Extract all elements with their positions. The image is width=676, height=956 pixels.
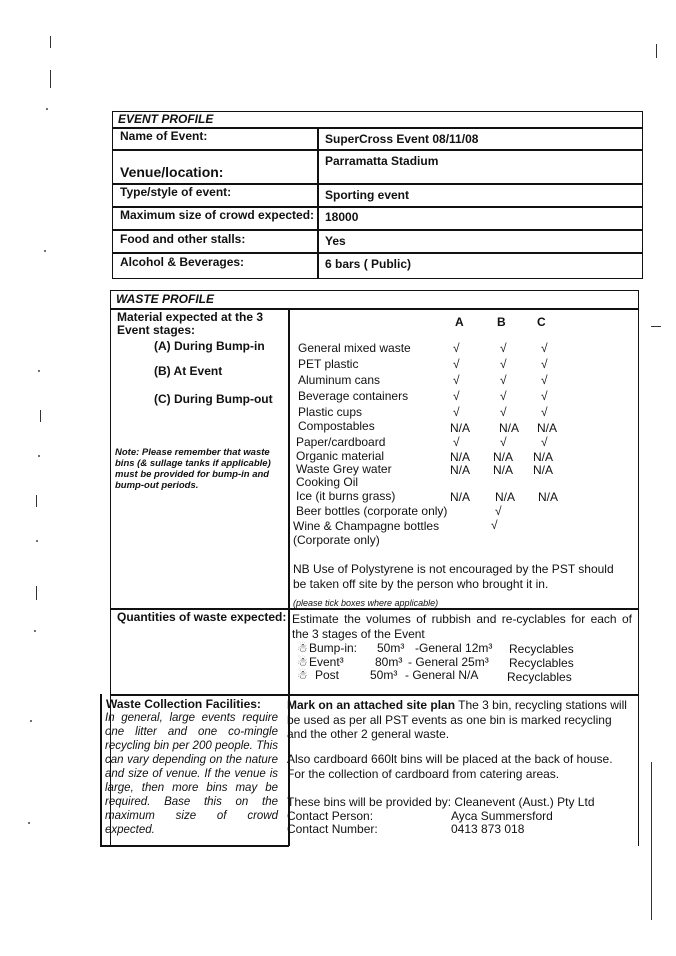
material-tick-b: √ (500, 405, 507, 419)
column-header-b: B (497, 315, 506, 329)
material-tick-b: N/A (499, 421, 520, 435)
scan-mark (44, 250, 46, 252)
material-name: Paper/cardboard (296, 435, 386, 449)
material-tick-b: √ (500, 389, 507, 403)
row-divider (112, 149, 643, 151)
stage-bump-out: (C) During Bump-out (154, 392, 273, 406)
venue-value: Parramatta Stadium (325, 154, 439, 168)
material-tick-c: √ (541, 341, 548, 355)
scan-mark (38, 370, 40, 372)
scan-mark (651, 762, 652, 920)
contact-number-value: 0413 873 018 (451, 822, 525, 836)
material-tick-a: √ (453, 341, 460, 355)
material-tick-b: √ (500, 357, 507, 371)
material-tick-b: √ (500, 373, 507, 387)
row-divider (112, 252, 643, 254)
site-plan-text (287, 698, 632, 742)
material-tick-b: √ (500, 435, 507, 449)
stage-bump-in: (A) During Bump-in (154, 339, 265, 353)
material-name: Organic material (296, 449, 385, 463)
scan-mark (50, 36, 51, 48)
scan-mark (50, 70, 51, 88)
material-tick-c: √ (541, 435, 548, 449)
cardboard-text: Also cardboard 660lt bins will be placed at the back of house. For the collection of cardboard from catering areas. (287, 752, 613, 781)
collection-guidance: In general, large events require one litter and one co-mingle recycling bin per 200 people. This can vary depending on the nature and size of venue. If the venue is large, then more bins may be required. Base this on the maximum size of crowd expected. (105, 712, 278, 836)
column-divider (317, 127, 319, 279)
quantity-general: -General 12m³ (415, 641, 493, 655)
quantities-label: Quantities of waste expected: (117, 610, 287, 624)
material-tick-b: N/A (495, 490, 516, 504)
material-tick-a: N/A (450, 490, 471, 504)
quantity-bullet: ☃ (297, 668, 308, 682)
quantity-total: 80m³ (375, 655, 403, 669)
contact-person-value: Ayca Summersford (451, 809, 553, 823)
quantity-stage: Event³ (309, 655, 344, 669)
material-tick-c: √ (541, 373, 548, 387)
quantity-general: - General N/A (405, 668, 479, 682)
material-name: Waste Grey water (296, 462, 392, 476)
material-tick-a: √ (453, 389, 460, 403)
material-tick-a: N/A (450, 450, 471, 464)
event-profile-heading: EVENT PROFILE (118, 112, 214, 126)
material-tick-b: N/A (493, 450, 514, 464)
alcohol-label: Alcohol & Beverages: (120, 255, 245, 269)
material-name: Cooking Oil (296, 475, 359, 489)
crowd-size-value: 18000 (325, 210, 359, 224)
column-header-c: C (537, 315, 546, 329)
scan-mark (30, 720, 32, 722)
row-divider (112, 229, 643, 231)
scan-mark (36, 495, 37, 507)
scan-mark (651, 326, 661, 327)
material-tick-c: √ (541, 389, 548, 403)
quantity-stage: Post (315, 668, 340, 682)
food-stalls-value: Yes (325, 234, 346, 248)
material-tick-a: √ (453, 405, 460, 419)
material-tick-c: √ (541, 357, 548, 371)
contact-number-label: Contact Number: (287, 822, 378, 836)
tick-note: (please tick boxes where applicable) (293, 598, 439, 608)
scan-mark (38, 455, 40, 457)
bottom-rule (100, 845, 289, 847)
quantity-recyclables: Recyclables (509, 642, 574, 656)
scan-mark (36, 586, 37, 600)
material-name: Beverage containers (298, 389, 409, 403)
collection-label: Waste Collection Facilities: (106, 697, 261, 711)
quantity-total: 50m³ (377, 641, 405, 655)
polystyrene-note: NB Use of Polystyrene is not encouraged by the PST should be taken off site by the person who brought it in. (293, 562, 614, 591)
site-plan-lead: Mark on an attached site plan (287, 698, 456, 712)
material-tick-a: √ (453, 373, 460, 387)
waste-bins-note: Note: Please remember that waste bins (& sullage tanks if applicable) must be provided for bump-in and bump-out periods. (115, 447, 271, 491)
material-tick-b: √ (495, 504, 502, 518)
scan-mark (28, 822, 30, 824)
material-name: Aluminum cans (298, 373, 381, 387)
event-type-value: Sporting event (325, 188, 410, 202)
contact-person-label: Contact Person: (287, 809, 374, 823)
site-plan-detail: The 3 bin, recycling stations will be used as per all PST events as one bin is marked recycling and the other 2 general waste. (287, 698, 627, 741)
material-name: Compostables (298, 419, 375, 433)
material-name: (Corporate only) (293, 533, 380, 547)
material-tick-a: N/A (450, 421, 471, 435)
quantity-stage: Bump-in: (309, 641, 358, 655)
waste-profile-heading: WASTE PROFILE (116, 292, 215, 306)
material-label: Material expected at the 3 Event stages: (117, 310, 264, 337)
material-tick-c: √ (541, 405, 548, 419)
material-tick-a: √ (453, 435, 460, 449)
venue-label: Venue/location: (120, 164, 224, 180)
scan-mark (46, 108, 48, 110)
material-tick-a: N/A (450, 463, 471, 477)
material-tick-b: √ (491, 518, 498, 532)
food-stalls-label: Food and other stalls: (120, 232, 246, 246)
material-tick-c: N/A (538, 490, 559, 504)
material-tick-c: N/A (533, 450, 554, 464)
event-type-label: Type/style of event: (120, 185, 232, 199)
row-divider (110, 694, 639, 696)
quantity-total: 50m³ (370, 668, 398, 682)
event-name-value: SuperCross Event 08/11/08 (325, 132, 479, 146)
material-tick-c: N/A (537, 421, 558, 435)
material-name: Ice (it burns grass) (296, 489, 396, 503)
material-tick-b: √ (500, 341, 507, 355)
quantity-general: - General 25m³ (408, 655, 489, 669)
left-rule (100, 694, 102, 846)
scan-mark (34, 630, 36, 632)
quantities-intro: Estimate the volumes of rubbish and re-cyclables for each of the 3 stages of the Event (292, 612, 632, 641)
material-tick-a: √ (453, 357, 460, 371)
column-header-a: A (455, 315, 464, 329)
scan-mark (36, 540, 38, 542)
event-name-label: Name of Event: (120, 129, 208, 143)
scan-mark (40, 410, 41, 422)
quantity-bullet: ☃ (297, 655, 308, 669)
material-name: Plastic cups (298, 405, 363, 419)
quantity-recyclables: Recyclables (507, 670, 572, 684)
stage-at-event: (B) At Event (154, 364, 223, 378)
material-tick-c: N/A (533, 463, 554, 477)
material-name: General mixed waste (298, 341, 411, 355)
alcohol-value: 6 bars ( Public) (325, 257, 412, 271)
scan-mark (656, 44, 657, 58)
material-name: Beer bottles (corporate only) (296, 504, 448, 518)
material-tick-b: N/A (493, 463, 514, 477)
quantity-recyclables: Recyclables (509, 656, 574, 670)
provider-text: These bins will be provided by: Cleanevent (Aust.) Pty Ltd (287, 795, 595, 809)
material-name: Wine & Champagne bottles (293, 519, 440, 533)
crowd-size-label: Maximum size of crowd expected: (120, 208, 315, 222)
quantity-bullet: ☃ (297, 641, 308, 655)
material-name: PET plastic (298, 357, 359, 371)
